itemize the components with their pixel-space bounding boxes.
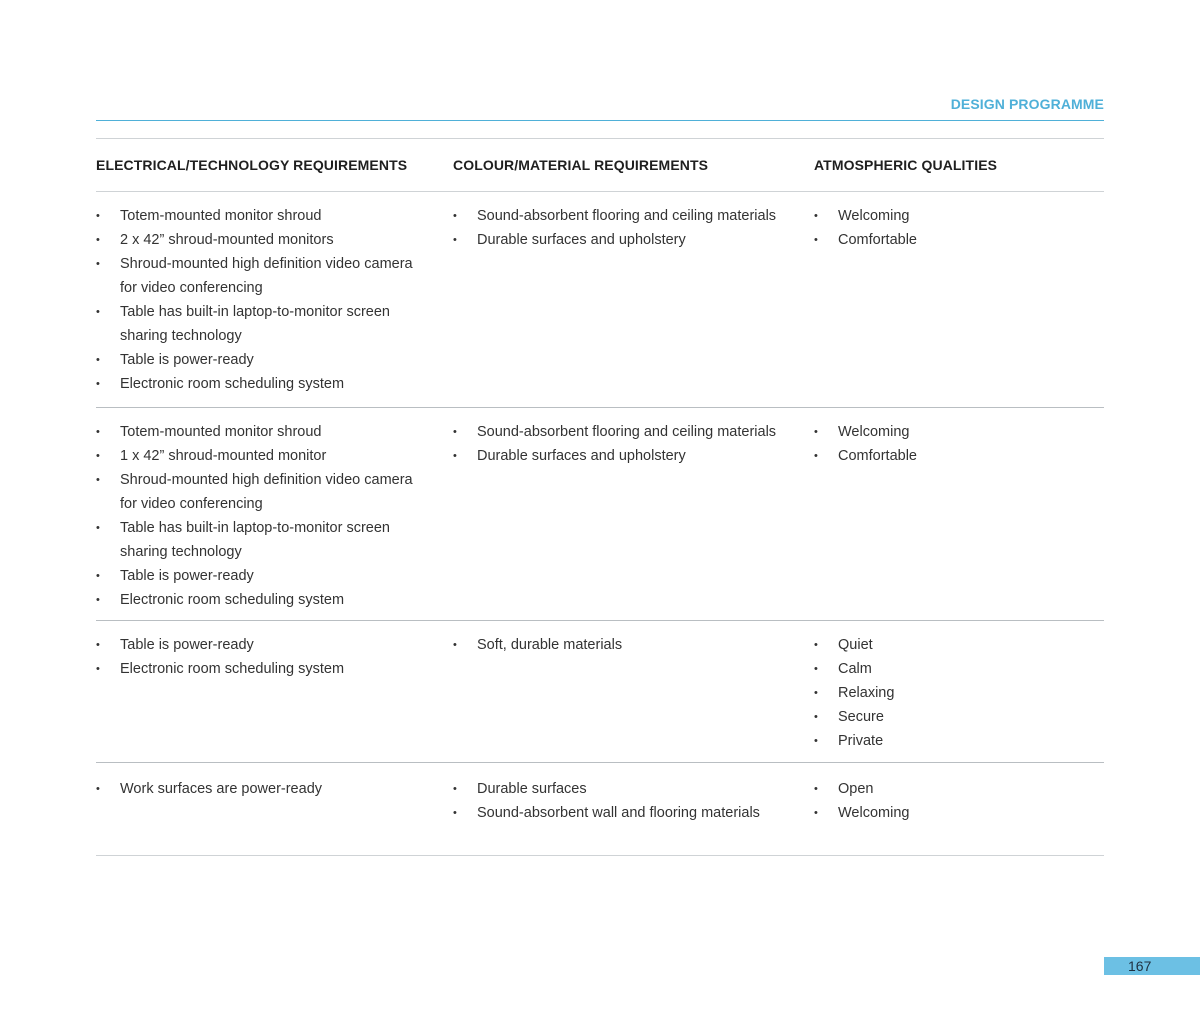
electrical-cell bbox=[96, 420, 453, 620]
list-item: • Shroud-mounted high definition video camera for video conferencing bbox=[96, 468, 430, 516]
table-row bbox=[96, 763, 1104, 856]
list-item: • Durable surfaces and upholstery bbox=[453, 444, 789, 468]
list-item: • Open bbox=[814, 777, 1104, 801]
list-item: • Quiet bbox=[814, 633, 1104, 657]
list-item: • Private bbox=[814, 729, 1104, 753]
column-header-colour: COLOUR/MATERIAL REQUIREMENTS bbox=[453, 157, 709, 173]
list-item: • 1 x 42” shroud-mounted monitor bbox=[96, 444, 430, 468]
column-header-electrical: ELECTRICAL/TECHNOLOGY REQUIREMENTS bbox=[96, 157, 408, 173]
list-item: • Secure bbox=[814, 705, 1104, 729]
list-item: • Table has built-in laptop-to-monitor screen sharing technology bbox=[96, 300, 430, 348]
list-item: • Sound-absorbent wall and flooring materials bbox=[453, 801, 789, 825]
list-item: • Sound-absorbent flooring and ceiling materials bbox=[453, 420, 789, 444]
colour-cell bbox=[453, 777, 814, 855]
colour-cell bbox=[453, 420, 814, 620]
colour-cell bbox=[453, 633, 814, 762]
electrical-cell bbox=[96, 204, 453, 407]
table-row bbox=[96, 192, 1104, 408]
title-rule bbox=[96, 120, 1104, 121]
table-row bbox=[96, 621, 1104, 763]
table-header-row bbox=[96, 139, 1104, 192]
list-item: • Comfortable bbox=[814, 444, 1104, 468]
list-item: • Calm bbox=[814, 657, 1104, 681]
list-item: • Sound-absorbent flooring and ceiling materials bbox=[453, 204, 789, 228]
list-item: • 2 x 42” shroud-mounted monitors bbox=[96, 228, 430, 252]
list-item: • Table is power-ready bbox=[96, 633, 430, 657]
list-item: • Welcoming bbox=[814, 801, 1104, 825]
list-item: • Welcoming bbox=[814, 204, 1104, 228]
list-item: • Durable surfaces bbox=[453, 777, 789, 801]
colour-cell bbox=[453, 204, 814, 407]
list-item: • Work surfaces are power-ready bbox=[96, 777, 430, 801]
column-header-atmosphere: ATMOSPHERIC QUALITIES bbox=[814, 157, 998, 173]
atmosphere-cell bbox=[814, 204, 1104, 407]
list-item: • Welcoming bbox=[814, 420, 1104, 444]
atmosphere-cell bbox=[814, 633, 1104, 762]
atmosphere-cell bbox=[814, 420, 1104, 620]
electrical-cell bbox=[96, 633, 453, 762]
table-row bbox=[96, 408, 1104, 621]
atmosphere-cell bbox=[814, 777, 1104, 855]
list-item: • Table is power-ready bbox=[96, 348, 430, 372]
list-item: • Durable surfaces and upholstery bbox=[453, 228, 789, 252]
electrical-cell bbox=[96, 777, 453, 855]
list-item: • Electronic room scheduling system bbox=[96, 657, 430, 681]
list-item: • Totem-mounted monitor shroud bbox=[96, 204, 430, 228]
list-item: • Table is power-ready bbox=[96, 564, 430, 588]
requirements-table bbox=[96, 138, 1104, 856]
list-item: • Shroud-mounted high definition video camera for video conferencing bbox=[96, 252, 430, 300]
list-item: • Comfortable bbox=[814, 228, 1104, 252]
page-number: 167 bbox=[1104, 957, 1200, 975]
list-item: • Table has built-in laptop-to-monitor screen sharing technology bbox=[96, 516, 430, 564]
list-item: • Totem-mounted monitor shroud bbox=[96, 420, 430, 444]
list-item: • Electronic room scheduling system bbox=[96, 372, 430, 396]
list-item: • Relaxing bbox=[814, 681, 1104, 705]
list-item: • Electronic room scheduling system bbox=[96, 588, 430, 612]
list-item: • Soft, durable materials bbox=[453, 633, 789, 657]
section-title: DESIGN PROGRAMME bbox=[950, 96, 1104, 112]
